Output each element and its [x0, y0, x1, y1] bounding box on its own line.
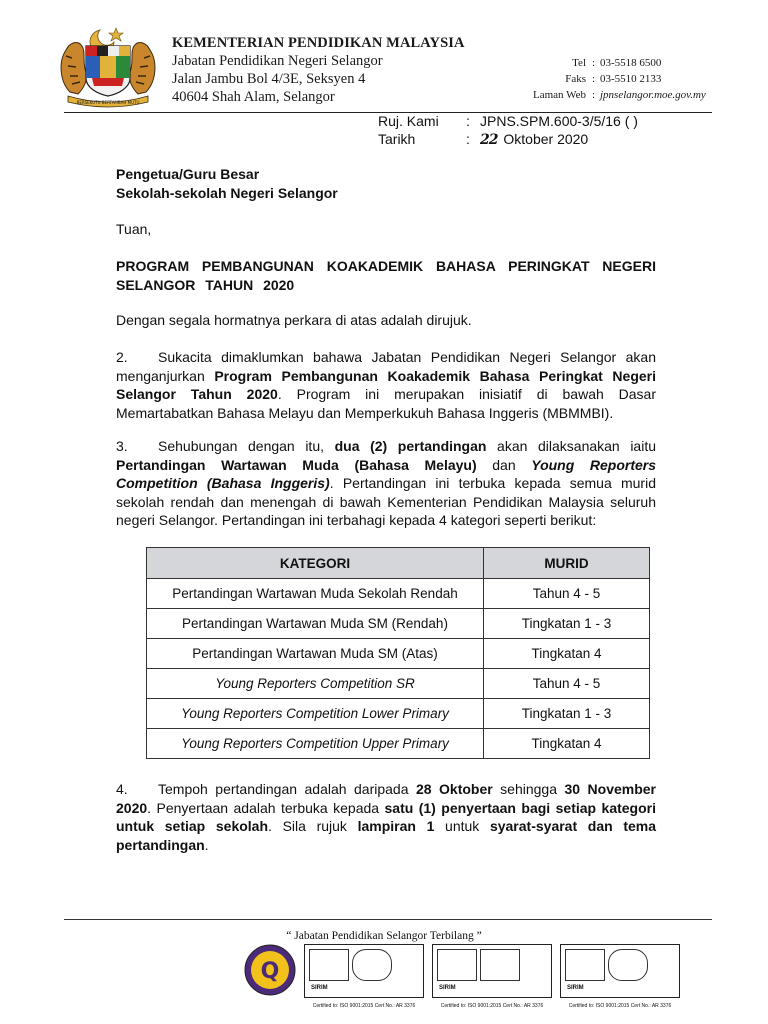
quality-system-icon: [437, 949, 477, 981]
paragraph-4-text-4: . Sila rujuk: [268, 818, 358, 834]
sirim-label: SIRIM: [567, 985, 584, 991]
paragraph-2: [116, 348, 656, 422]
footer-divider: [64, 919, 712, 920]
attachment-reference: lampiran 1: [357, 818, 435, 834]
paragraph-2-text-cont: . Program ini merupakan inisiatif di bawah Dasar Memartabatkan Bahasa Melayu dan Memperkukuh Bahasa Inggeris (MBMMBI).: [116, 386, 657, 421]
standards-icon: [352, 949, 392, 981]
student-cell: Tahun 4 - 5: [484, 579, 650, 609]
table-row: [147, 729, 650, 759]
competition-bi: Young Reporters Competition (Bahasa Inggeris): [116, 456, 657, 491]
crest-motto-text: BERSEKUTU BERTAMBAH MUTU: [76, 100, 140, 105]
paragraph-3-text: Sehubungan dengan itu,: [158, 438, 335, 454]
fax-row: Faks : 03-5510 2133: [524, 71, 714, 87]
tel-value: 03-5518 6500: [600, 57, 662, 69]
opening-sentence: Dengan segala hormatnya perkara di atas adalah dirujuk.: [116, 312, 472, 328]
address-line-1: Jalan Jambu Bol 4/3E, Seksyen 4: [172, 71, 366, 87]
sirim-certification-2: [432, 944, 552, 1009]
recipient-line-1: Pengetua/Guru Besar: [116, 166, 260, 182]
malaysia-coat-of-arms-logo: [52, 22, 164, 108]
paragraph-3-text-4: . Pertandingan ini terbuka kepada semua murid sekolah rendah dan menengah di bawah Kementerian Pendidikan Malaysia seluruh negeri Selangor. Pertandingan ini terbahagi kepada 4 kategori seperti berikut:: [116, 475, 656, 528]
web-value: jpnselangor.moe.gov.my: [600, 89, 706, 101]
fax-label: Faks: [565, 73, 586, 85]
ref-label: Ruj. Kami: [378, 113, 439, 129]
student-cell: Tingkatan 1 - 3: [484, 609, 650, 639]
paragraph-3-number: 3.: [116, 438, 128, 454]
date-day-handwritten: 22: [480, 132, 498, 148]
programme-name: Program Pembangunan Koakademik Bahasa Peringkat Negeri Selangor Tahun 2020: [116, 367, 656, 402]
letterhead-organisation: [172, 34, 465, 106]
paragraph-2-number: 2.: [116, 349, 128, 365]
web-label: Laman Web: [533, 89, 586, 101]
category-table: [146, 547, 650, 759]
quality-system-icon: [565, 949, 605, 981]
tel-label: Tel: [572, 57, 586, 69]
category-cell: Pertandingan Wartawan Muda SM (Rendah): [147, 609, 484, 639]
web-row: Laman Web : jpnselangor.moe.gov.my: [524, 87, 714, 103]
terms-and-theme: syarat-syarat dan tema pertandingan: [116, 818, 657, 853]
table-header-row: [147, 548, 650, 579]
competition-bm: Pertandingan Wartawan Muda (Bahasa Melayu): [116, 456, 477, 473]
recipient-block: [116, 165, 656, 202]
sirim-certification-1: [304, 944, 424, 1009]
category-cell: Pertandingan Wartawan Muda SM (Atas): [147, 639, 484, 669]
category-cell: Pertandingan Wartawan Muda Sekolah Rendah: [147, 579, 484, 609]
student-cell: Tingkatan 4: [484, 729, 650, 759]
table-row: [147, 609, 650, 639]
table-row: [147, 669, 650, 699]
paragraph-4-text-6: .: [204, 836, 209, 853]
sirim-label: SIRIM: [439, 985, 456, 991]
paragraph-4: [116, 780, 656, 854]
footer-motto: “ Jabatan Pendidikan Selangor Terbilang ”: [286, 930, 482, 942]
salutation: Tuan,: [116, 221, 152, 237]
date-month-year: Oktober 2020: [503, 131, 589, 147]
recipient-line-2: Sekolah-sekolah Negeri Selangor: [116, 184, 338, 201]
header-murid: MURID: [484, 548, 650, 579]
table-row: [147, 579, 650, 609]
category-cell: Young Reporters Competition SR: [147, 669, 484, 699]
paragraph-3: [116, 437, 656, 530]
cert-caption-2: Certified to: ISO 9001:2015 Cert No.: AR 3376: [440, 1003, 544, 1009]
table-row: [147, 639, 650, 669]
table-row: [147, 699, 650, 729]
quality-q-badge-logo: [244, 944, 296, 996]
date-label: Tarikh: [378, 131, 416, 147]
paragraph-2-text: Sukacita dimaklumkan bahawa Jabatan Pendidikan Negeri Selangor akan menganjurkan: [116, 349, 656, 384]
address-line-2: 40604 Shah Alam, Selangor: [172, 89, 335, 105]
student-cell: Tingkatan 4: [484, 639, 650, 669]
iqnet-icon: [608, 949, 648, 981]
category-cell: Young Reporters Competition Upper Primary: [147, 729, 484, 759]
ukas-check-icon: [480, 949, 520, 981]
svg-text:Q: Q: [260, 959, 280, 984]
student-cell: Tingkatan 1 - 3: [484, 699, 650, 729]
cert-caption-1: Certified to: ISO 9001:2015 Cert No.: AR 3376: [312, 1003, 416, 1009]
paragraph-4-text-3: . Penyertaan adalah terbuka kepada: [147, 799, 385, 816]
ref-value: JPNS.SPM.600-3/5/16 ( ): [480, 113, 638, 129]
cert-caption-3: Certified to: ISO 9001:2015 Cert No.: AR 3376: [568, 1003, 672, 1009]
paragraph-4-number: 4.: [116, 781, 128, 797]
end-date: 30 November 2020: [116, 781, 656, 816]
header-kategori: KATEGORI: [147, 548, 484, 579]
paragraph-3-text-2: akan dilaksanakan iaitu: [486, 438, 656, 454]
student-cell: Tahun 4 - 5: [484, 669, 650, 699]
ministry-name: KEMENTERIAN PENDIDIKAN MALAYSIA: [172, 35, 465, 51]
paragraph-4-text-2: sehingga: [492, 781, 565, 797]
letterhead-contact: [524, 55, 714, 103]
paragraph-4-text-5: untuk: [434, 818, 490, 834]
reference-block: Ruj. Kami : JPNS.SPM.600-3/5/16 ( ) Tarikh : 22 Oktober 2020: [378, 113, 638, 148]
fax-value: 03-5510 2133: [600, 73, 662, 85]
paragraph-4-text: Tempoh pertandingan adalah daripada: [158, 781, 416, 797]
certification-badges: [244, 944, 680, 1009]
sirim-label: SIRIM: [311, 985, 328, 991]
competition-count: dua (2) pertandingan: [334, 438, 487, 454]
sirim-certification-3: [560, 944, 680, 1009]
paragraph-3-text-3: dan: [476, 456, 532, 473]
tel-row: Tel : 03-5518 6500: [524, 55, 714, 71]
start-date: 28 Oktober: [415, 781, 493, 797]
category-cell: Young Reporters Competition Lower Primary: [147, 699, 484, 729]
quality-system-icon: [309, 949, 349, 981]
department-name: Jabatan Pendidikan Negeri Selangor: [172, 53, 383, 69]
subject-heading: PROGRAM PEMBANGUNAN KOAKADEMIK BAHASA PERINGKAT NEGERI SELANGOR TAHUN 2020: [116, 258, 656, 293]
entry-rule: satu (1) penyertaan bagi setiap kategori untuk setiap sekolah: [116, 799, 656, 834]
